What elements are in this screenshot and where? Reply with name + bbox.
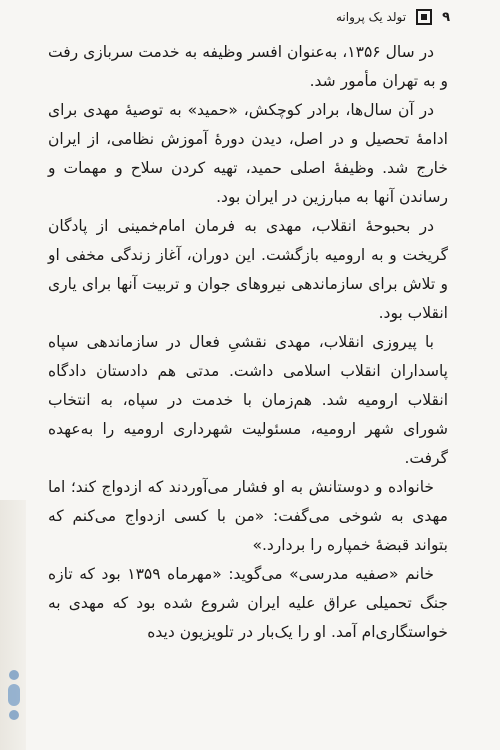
paragraph: با پیروزی انقلاب، مهدی نقشیِ فعال در سازماندهی سپاه پاسداران انقلاب اسلامی داشت. مدتی هم دادستان دادگاه انقلاب ارومیه شد. هم‌زمان با خدمت در سپاه، به انتخاب شورای شهر ارومیه، مسئولیت شهرداری ارومیه را به‌عهده گرفت. <box>48 333 448 467</box>
paragraph: در بحبوحهٔ انقلاب، مهدی به فرمان امام‌خمینی از پادگان گریخت و به ارومیه بازگشت. این دوران، آغاز زندگی مخفی او و تلاش برای سازماندهی نیروهای جوان و تربیت آنها برای یاری انقلاب بود. <box>48 217 448 322</box>
page-header <box>60 6 450 28</box>
page-number: ۹ <box>442 9 450 25</box>
body-text <box>48 38 448 647</box>
paragraph: در سال ۱۳۵۶، به‌عنوان افسر وظیفه به خدمت سربازی رفت و به تهران مأمور شد. <box>48 43 448 90</box>
header-ornament-icon <box>416 9 432 25</box>
watermark-logo-icon <box>6 670 22 730</box>
paragraph: خانم «صفیه مدرسی» می‌گوید: «مهرماه ۱۳۵۹ بود که تازه جنگ تحمیلی عراق علیه ایران شروع شده بود که مهدی به خواستگاری‌ام آمد. او را یک‌بار در تلویزیون دیده <box>48 565 448 641</box>
paragraph: در آن سال‌ها، برادر کوچکش، «حمید» به توصیهٔ مهدی برای ادامهٔ تحصیل و در اصل، دیدن دورهٔ آموزش نظامی، از ایران خارج شد. وظیفهٔ اصلی حمید، تهیه کردن سلاح و مهمات و رساندن آنها به مبارزین در ایران بود. <box>48 101 448 206</box>
book-title: تولد یک پروانه <box>335 10 407 24</box>
paragraph: خانواده و دوستانش به او فشار می‌آوردند که ازدواج کند؛ اما مهدی به شوخی می‌گفت: «من با کسی ازدواج می‌کنم که بتواند قبضهٔ خمپاره را بردارد.» <box>48 478 448 554</box>
